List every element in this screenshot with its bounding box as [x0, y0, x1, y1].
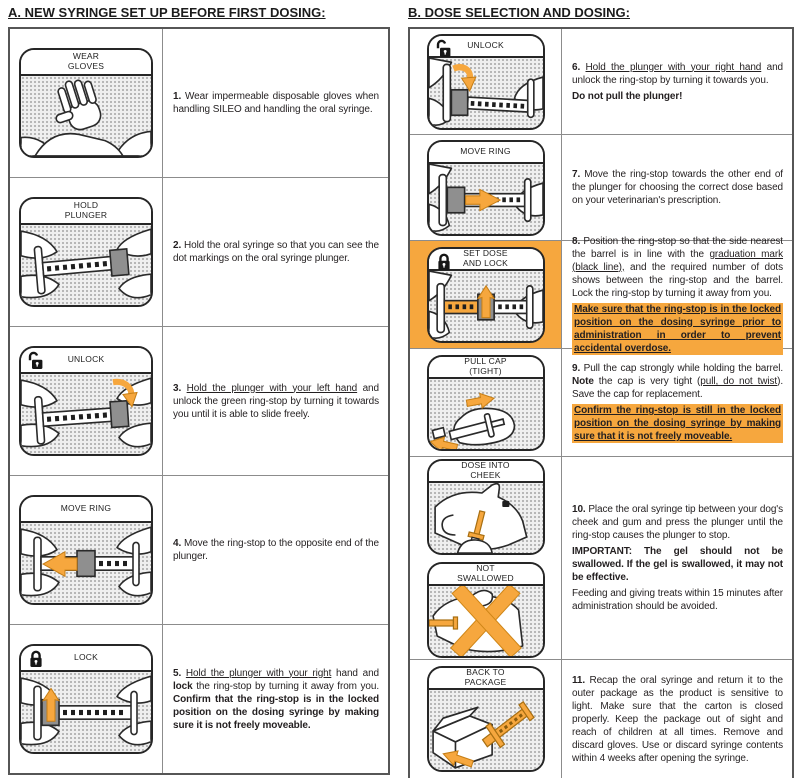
step-paragraph: 10. Place the oral syringe tip between your dog's cheek and gum and press the plunger until the ring-stop causes the plunger to stop. [572, 504, 784, 541]
section-b-title: B. DOSE SELECTION AND DOSING: [408, 5, 630, 20]
step-5-figure-cell [10, 625, 163, 773]
step-9-figure-cell [410, 349, 562, 456]
lock-open-icon [28, 351, 44, 371]
step-5-row [10, 625, 388, 773]
step-9-text-cell [562, 349, 792, 456]
section-b [408, 5, 794, 778]
figure-caption-text: WEAR GLOVES [67, 51, 105, 71]
section-a [8, 5, 390, 775]
step-2-row [10, 178, 388, 327]
step-7-text-cell [562, 135, 792, 240]
figure-caption [429, 668, 543, 690]
back-to-package-drawing [429, 690, 543, 770]
move-ring-figure [19, 495, 153, 605]
syringe-illustration-svg [429, 271, 543, 341]
dose-into-cheek-drawing [429, 483, 543, 553]
figure-caption-text: HOLD PLUNGER [64, 200, 108, 220]
dog-dosing-illustration-svg [429, 483, 543, 553]
step-11-text [572, 674, 783, 765]
step-3-text-cell [163, 327, 388, 475]
step-paragraph: 8. Position the ring-stop so that the side nearest the barrel is in line with the graduation mark (black line), and the required number of dots shows between the ring-stop and the barrel. Lock the ring-stop by turning it away from you. [572, 235, 784, 299]
step-6-figure-cell [410, 29, 562, 134]
package-syringe-illustration-svg [429, 690, 543, 770]
step-2-text [173, 239, 379, 265]
move-ring-figure-b [427, 140, 545, 236]
not-swallowed-figure [427, 562, 545, 658]
dog-crossed-out-illustration-svg [429, 586, 543, 656]
step-10-text [572, 503, 783, 613]
unlock-figure [19, 346, 153, 456]
step-paragraph: 2. Hold the oral syringe so that you can see the dot markings on the oral syringe plunger. [173, 240, 379, 264]
step-7-text [572, 168, 783, 207]
step-8-figure-cell [410, 241, 562, 348]
lock-closed-icon [436, 252, 452, 272]
move-ring-drawing-b [429, 164, 543, 234]
unlock-figure-b [427, 34, 545, 130]
step-paragraph: 7. Move the ring-stop towards the other end of the plunger for choosing the correct dose based on your veterinarian's prescription. [572, 169, 783, 206]
section-b-table [408, 27, 794, 778]
step-paragraph: Do not pull the plunger! [572, 90, 683, 102]
hold-plunger-figure [19, 197, 153, 307]
step-9-text [572, 362, 783, 443]
figure-caption [429, 461, 543, 483]
step-3-row [10, 327, 388, 476]
unlock-drawing-b [429, 58, 543, 128]
step-10-row [410, 457, 792, 660]
step-4-text [173, 537, 379, 563]
step-3-text [173, 382, 379, 421]
step-8-row [410, 235, 792, 354]
syringe-illustration-svg [429, 164, 543, 234]
step-paragraph: 9. Pull the cap strongly while holding the barrel. Note the cap is very tight (pull, do not twist). Save the cap for replacement. [572, 363, 784, 400]
step-2-figure-cell [10, 178, 163, 326]
dose-into-cheek-figure [427, 459, 545, 555]
step-4-figure-cell [10, 476, 163, 624]
step-11-figure-cell [410, 660, 562, 778]
figure-caption [429, 142, 543, 164]
syringe-illustration-svg [21, 672, 151, 752]
set-dose-lock-figure [427, 247, 545, 343]
step-6-text [572, 61, 783, 103]
step-10-text-cell [562, 457, 792, 659]
step-paragraph: Confirm the ring-stop is still in the locked position on the dosing syringe by making sure that it is not freely moveable. [574, 405, 781, 442]
step-paragraph: IMPORTANT: The gel should not be swallowed. If the gel is swallowed, it may not be effective. [572, 546, 783, 583]
step-5-text [173, 667, 379, 732]
pull-cap-figure [427, 355, 545, 451]
lock-figure [19, 644, 153, 754]
syringe-illustration-svg [429, 58, 543, 128]
section-a-title: A. NEW SYRINGE SET UP BEFORE FIRST DOSING: [8, 5, 326, 20]
unlock-drawing [21, 374, 151, 454]
step-2-text-cell [163, 178, 388, 326]
hold-plunger-drawing [21, 225, 151, 305]
step-paragraph: 11. Recap the oral syringe and return it to the outer package as the product is sensitive to light. Make sure that the carton is closed properly. Keep the package out of sight and reach of children at all times. Remove and discard gloves. Use or discard syringe contents within 4 weeks after opening the syringe. [572, 674, 783, 764]
step-paragraph: 3. Hold the plunger with your left hand and unlock the green ring-stop by turning it towards you until it is able to slide freely. [173, 382, 379, 420]
step-8-text-cell [562, 235, 792, 354]
step-10-figure-cell [410, 457, 562, 659]
figure-caption [21, 50, 151, 76]
figure-caption-text: NOT SWALLOWED [457, 562, 514, 583]
step-1-row [10, 29, 388, 178]
figure-caption-text: MOVE RING [460, 145, 511, 156]
step-paragraph: 6. Hold the plunger with your right hand and unlock the ring-stop by turning it towards you. [572, 61, 783, 86]
step-1-figure-cell [10, 29, 163, 177]
wear-gloves-figure [19, 48, 153, 158]
lock-open-icon [436, 39, 452, 59]
step-8-text [572, 235, 783, 355]
lock-drawing [21, 672, 151, 752]
step-6-row [410, 29, 792, 135]
not-swallowed-drawing [429, 586, 543, 656]
step-1-text-cell [163, 29, 388, 177]
section-a-table [8, 27, 390, 775]
figure-caption-text: SET DOSE AND LOCK [462, 247, 509, 268]
figure-caption [429, 357, 543, 379]
step-3-figure-cell [10, 327, 163, 475]
syringe-illustration-svg [21, 523, 151, 603]
step-1-text [173, 90, 379, 116]
step-11-text-cell [562, 660, 792, 778]
figure-caption-text: DOSE INTO CHEEK [461, 459, 510, 480]
gloves-illustration-svg [21, 76, 151, 156]
wear-gloves-drawing [21, 76, 151, 156]
step-4-text-cell [163, 476, 388, 624]
figure-caption [21, 199, 151, 225]
step-11-row [410, 660, 792, 778]
figure-caption-text: LOCK [74, 652, 98, 663]
syringe-illustration-svg [21, 374, 151, 454]
step-9-row [410, 349, 792, 457]
pull-cap-drawing [429, 379, 543, 449]
figure-caption-text: BACK TO PACKAGE [464, 667, 507, 687]
step-6-text-cell [562, 29, 792, 134]
figure-caption-text: MOVE RING [60, 503, 112, 514]
step-5-text-cell [163, 625, 388, 773]
figure-caption [429, 564, 543, 586]
move-ring-drawing [21, 523, 151, 603]
figure-caption-text: PULL CAP (TIGHT) [464, 355, 507, 376]
step-paragraph: 5. Hold the plunger with your right hand and lock the ring-stop by turning it away from you. Confirm that the ring-stop is in the locked position on the dosing syringe by making sure it is not freely moveable. [173, 667, 379, 731]
figure-caption-text: UNLOCK [467, 39, 504, 50]
figure-caption-text: UNLOCK [67, 354, 105, 365]
step-paragraph: 1. Wear impermeable disposable gloves when handling SILEO and handling the oral syringe. [173, 91, 379, 115]
syringe-illustration-svg [21, 225, 151, 305]
step-paragraph: 4. Move the ring-stop to the opposite end of the plunger. [173, 538, 379, 562]
step-paragraph: Make sure that the ring-stop is in the locked position on the dosing syringe prior to administration in order to prevent accidental overdose. [574, 303, 781, 354]
step-4-row [10, 476, 388, 625]
set-dose-lock-drawing [429, 271, 543, 341]
figure-caption [21, 497, 151, 523]
hand-syringe-illustration-svg [429, 379, 543, 449]
step-7-figure-cell [410, 135, 562, 240]
step-paragraph: Feeding and giving treats within 15 minutes after administration should be avoided. [572, 588, 783, 612]
back-to-package-figure [427, 666, 545, 772]
lock-closed-icon [28, 649, 44, 669]
step-7-row [410, 135, 792, 241]
